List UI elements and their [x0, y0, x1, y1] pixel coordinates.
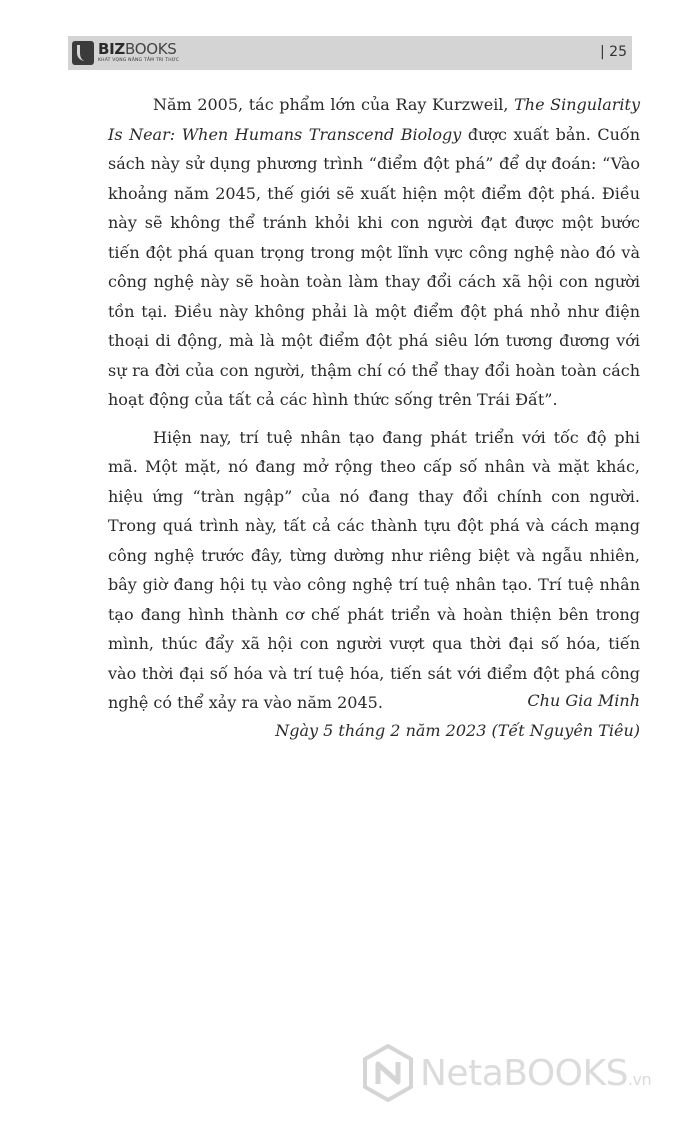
- logo-tagline: KHÁT VỌNG NÂNG TẦM TRI THỨC: [98, 58, 180, 64]
- watermark-text: NetaBOOKS.vn: [420, 1052, 652, 1094]
- page-body: [108, 90, 640, 718]
- paragraph-1: Năm 2005, tác phẩm lớn của Ray Kurzweil, The Singularity Is Near: When Humans Transcend Biology được xuất bản. Cuốn sách này sử dụng phương trình “điểm đột phá” để dự đoán: “Vào khoảng năm 2045, thế giới sẽ xuất hiện một điểm đột phá. Điều này sẽ không thể tránh khỏi khi con người đạt được một bước tiến đột phá quan trọng trong một lĩnh vực công nghệ nào đó và công nghệ này sẽ hoàn toàn làm thay đổi cách xã hội con người tồn tại. Điều này không phải là một điểm đột phá nhỏ như điện thoại di động, mà là một điểm đột phá siêu lớn tương đương với sự ra đời của con người, thậm chí có thể thay đổi hoàn toàn cách hoạt động của tất cả các hình thức sống trên Trái Đất”.: [108, 95, 641, 409]
- bizbooks-logo-icon: [72, 41, 94, 65]
- publisher-logo: [72, 38, 179, 68]
- page-number: | 25: [600, 44, 627, 60]
- signature-block: [275, 686, 640, 746]
- paragraph-2: Hiện nay, trí tuệ nhân tạo đang phát triển với tốc độ phi mã. Một mặt, nó đang mở rộng theo cấp số nhân và mặt khác, hiệu ứng “tràn ngập” của nó đang thay đổi chính con người. Trong quá trình này, tất cả các thành tựu đột phá và cách mạng công nghệ trước đây, từng dường như riêng biệt và ngẫu nhiên, bây giờ đang hội tụ vào công nghệ trí tuệ nhân tạo. Trí tuệ nhân tạo đang hình thành cơ chế phát triển và hoàn thiện bên trong mình, thúc đẩy xã hội con người vượt qua thời đại số hóa, tiến vào thời đại số hóa và trí tuệ hóa, tiến sát với điểm đột phá công nghệ có thể xảy ra vào năm 2045.: [108, 427, 640, 712]
- author-name: Chu Gia Minh: [527, 691, 640, 710]
- watermark: [362, 1044, 651, 1102]
- netabooks-logo-icon: [362, 1044, 414, 1102]
- logo-name: BIZBOOKS: [98, 40, 177, 59]
- book-title: The Singularity Is Near: When Humans Transcend Biology: [108, 95, 640, 144]
- signature-date: Ngày 5 tháng 2 năm 2023 (Tết Nguyên Tiêu): [275, 721, 640, 740]
